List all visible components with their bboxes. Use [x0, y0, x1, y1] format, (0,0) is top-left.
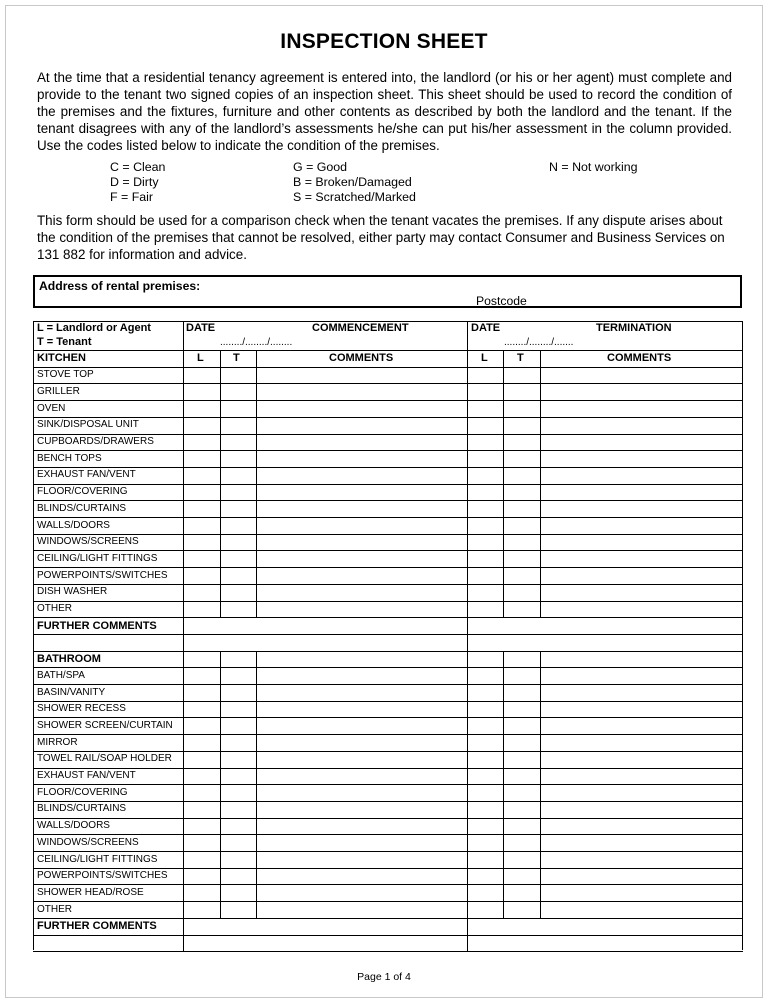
- intro-paragraph: At the time that a residential tenancy agreement is entered into, the landlord (or his or her agent) must complete and provide to the tenant two signed copies of an inspection sheet. This sheet should be used to record the condition of the premises and the fixtures, furniture and other contents as described by both the landlord and the tenant. If the tenant disagrees with any of the landlord’s assessments he/she can put his/her assessment in the column provided. Use the codes listed below to indicate the condition of the premises.: [37, 70, 732, 153]
- bathroom-heading-divider: [33, 667, 743, 668]
- col-l-termination: L: [481, 352, 488, 364]
- kitchen-item-12: POWERPOINTS/SWITCHES: [37, 569, 168, 581]
- kitchen-row-divider: [33, 500, 743, 501]
- bathroom-row-divider: [33, 734, 743, 735]
- page-title: INSPECTION SHEET: [280, 30, 488, 53]
- bathroom-item-2: SHOWER RECESS: [37, 703, 126, 715]
- kitchen-fc-v2: [467, 617, 468, 651]
- table-right-border: [742, 321, 743, 950]
- kitchen-item-1: GRILLER: [37, 385, 80, 397]
- code-clean: C = Clean: [110, 160, 166, 174]
- bathroom-fc-bottom: [33, 951, 743, 952]
- table-left-border: [33, 321, 34, 950]
- kitchen-item-8: BLINDS/CURTAINS: [37, 502, 127, 514]
- header-divider-v2: [467, 321, 468, 351]
- code-broken: B = Broken/Damaged: [293, 175, 412, 189]
- col-l-commencement: L: [197, 352, 204, 364]
- termination-date-label: DATE: [471, 322, 501, 334]
- bathroom-row-divider: [33, 784, 743, 785]
- bathroom-item-5: TOWEL RAIL/SOAP HOLDER: [37, 753, 172, 765]
- col-comments-commencement: COMMENTS: [329, 352, 394, 364]
- kitchen-row-divider: [33, 417, 743, 418]
- bathroom-row-divider: [33, 834, 743, 835]
- bathroom-fc-divider: [33, 935, 743, 936]
- legend-tenant: T = Tenant: [37, 336, 92, 348]
- kitchen-further-comments-label: FURTHER COMMENTS: [37, 619, 157, 632]
- bathroom-col-line-0: [183, 651, 184, 919]
- table-top-border: [33, 321, 743, 322]
- kitchen-item-0: STOVE TOP: [37, 369, 94, 381]
- address-box[interactable]: [33, 275, 742, 308]
- bathroom-item-4: MIRROR: [37, 736, 78, 748]
- commencement-date-field[interactable]: ......../......../........: [220, 337, 293, 348]
- bathroom-row-divider: [33, 701, 743, 702]
- bathroom-item-14: OTHER: [37, 903, 72, 915]
- kitchen-item-14: OTHER: [37, 603, 72, 614]
- kitchen-item-6: EXHAUST FAN/VENT: [37, 469, 136, 481]
- bathroom-item-9: WALLS/DOORS: [37, 820, 110, 832]
- code-good: G = Good: [293, 160, 348, 174]
- bathroom-fc-v2: [467, 918, 468, 952]
- kitchen-fc-bottom: [33, 651, 743, 652]
- kitchen-row-divider: [33, 534, 743, 535]
- bathroom-row-divider: [33, 684, 743, 685]
- termination-date-field[interactable]: ......../......../.......: [504, 337, 574, 348]
- kitchen-item-7: FLOOR/COVERING: [37, 486, 128, 498]
- kitchen-row-divider: [33, 484, 743, 485]
- kitchen-item-10: WINDOWS/SCREENS: [37, 536, 139, 548]
- kitchen-row-divider: [33, 584, 743, 585]
- kitchen-item-2: OVEN: [37, 402, 66, 414]
- codes-column-3: [549, 160, 638, 175]
- kitchen-item-11: CEILING/LIGHT FITTINGS: [37, 552, 158, 564]
- kitchen-item-13: DISH WASHER: [37, 586, 108, 598]
- bathroom-row-divider: [33, 768, 743, 769]
- code-fair: F = Fair: [110, 190, 154, 204]
- bathroom-col-line-1: [220, 651, 221, 919]
- bathroom-row-divider: [33, 818, 743, 819]
- commencement-label: COMMENCEMENT: [312, 322, 409, 334]
- col-comments-termination: COMMENTS: [607, 352, 672, 364]
- kitchen-row-divider: [33, 601, 743, 602]
- kitchen-fc-divider: [33, 634, 743, 635]
- kitchen-row-divider: [33, 400, 743, 401]
- bathroom-row-divider: [33, 901, 743, 902]
- kitchen-row-divider: [33, 467, 743, 468]
- codes-column-1: [110, 160, 165, 205]
- bathroom-item-6: EXHAUST FAN/VENT: [37, 770, 136, 781]
- codes-column-2: [293, 160, 416, 205]
- termination-label: TERMINATION: [596, 322, 672, 334]
- bathroom-item-10: WINDOWS/SCREENS: [37, 836, 139, 848]
- legend-landlord: L = Landlord or Agent: [37, 322, 151, 334]
- bathroom-row-divider: [33, 801, 743, 802]
- bathroom-further-comments-label: FURTHER COMMENTS: [37, 920, 157, 933]
- kitchen-col-line-1: [220, 350, 221, 618]
- bathroom-item-0: BATH/SPA: [37, 669, 85, 681]
- bathroom-item-13: SHOWER HEAD/ROSE: [37, 886, 144, 898]
- kitchen-item-4: CUPBOARDS/DRAWERS: [37, 436, 154, 447]
- code-dirty: D = Dirty: [110, 175, 159, 189]
- col-t-commencement: T: [233, 352, 240, 364]
- bathroom-item-7: FLOOR/COVERING: [37, 786, 128, 798]
- kitchen-row-divider: [33, 450, 743, 451]
- bathroom-item-11: CEILING/LIGHT FITTINGS: [37, 853, 158, 865]
- bathroom-col-line-5: [540, 651, 541, 919]
- bathroom-col-line-2: [256, 651, 257, 919]
- kitchen-row-divider: [33, 383, 743, 384]
- header-divider-v1: [183, 321, 184, 351]
- page-number: Page 1 of 4: [357, 971, 411, 983]
- commencement-date-label: DATE: [186, 322, 216, 334]
- bathroom-item-1: BASIN/VANITY: [37, 686, 106, 698]
- inspection-table: [33, 321, 742, 949]
- bathroom-item-12: POWERPOINTS/SWITCHES: [37, 870, 168, 882]
- kitchen-fc-v1: [183, 617, 184, 651]
- kitchen-item-5: BENCH TOPS: [37, 452, 102, 464]
- bathroom-heading: BATHROOM: [37, 652, 101, 665]
- bathroom-col-line-3: [467, 651, 468, 919]
- bathroom-item-8: BLINDS/CURTAINS: [37, 803, 127, 815]
- code-scratched: S = Scratched/Marked: [293, 190, 416, 204]
- kitchen-col-line-4: [503, 350, 504, 618]
- col-header-divider: [33, 367, 743, 368]
- bathroom-item-3: SHOWER SCREEN/CURTAIN: [37, 719, 173, 731]
- kitchen-col-line-0: [183, 350, 184, 618]
- bathroom-col-line-4: [503, 651, 504, 919]
- kitchen-row-divider: [33, 517, 743, 518]
- kitchen-col-line-2: [256, 350, 257, 618]
- kitchen-col-line-5: [540, 350, 541, 618]
- kitchen-heading: KITCHEN: [37, 352, 86, 364]
- code-not-working: N = Not working: [549, 160, 638, 174]
- col-t-termination: T: [517, 352, 524, 364]
- address-label: Address of rental premises:: [39, 279, 201, 293]
- postcode-label: Postcode: [476, 294, 527, 308]
- comparison-paragraph: This form should be used for a comparison check when the tenant vacates the premises. If any dispute arises about the condition of the premises that cannot be resolved, either party may contact Consumer and Business Services on 131 882 for information and advice.: [37, 213, 725, 262]
- kitchen-col-line-3: [467, 350, 468, 618]
- bathroom-fc-v1: [183, 918, 184, 952]
- kitchen-item-9: WALLS/DOORS: [37, 519, 110, 531]
- kitchen-item-3: SINK/DISPOSAL UNIT: [37, 419, 139, 431]
